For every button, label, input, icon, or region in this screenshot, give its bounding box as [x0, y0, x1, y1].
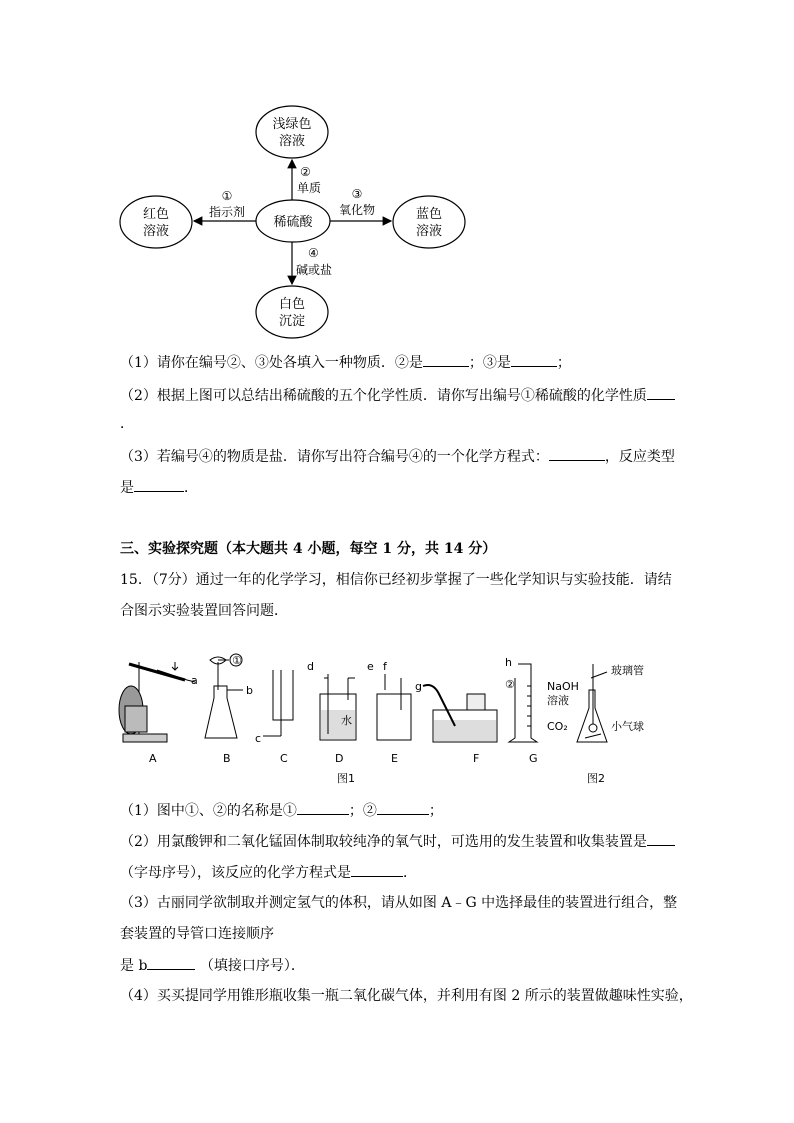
q15-intro1: 15．（7分）通过一年的化学学习，相信你已经初步掌握了一些化学知识与实验技能．请结 — [120, 572, 672, 588]
q14-line4 — [120, 477, 198, 498]
q14-4-text-b: ． — [184, 480, 198, 496]
q14-3-text-a: （3）若编号④的物质是盐．请你写出符合编号④的一个化学方程式： — [120, 449, 549, 465]
apparatus-E — [377, 674, 411, 740]
answer-blank[interactable] — [647, 831, 675, 846]
answer-blank[interactable] — [377, 800, 429, 815]
node-left-line1: 红色 — [142, 207, 170, 222]
co2-label: CO₂ — [547, 720, 568, 733]
label-E: E — [391, 752, 398, 765]
node-top — [256, 106, 328, 158]
q15-p4: （4）买买提同学用锥形瓶收集一瓶二氧化碳气体，并利用有图 2 所示的装置做趣味性实验， — [120, 988, 693, 1004]
answer-blank[interactable] — [297, 800, 349, 815]
node-right-line2: 溶液 — [415, 224, 443, 239]
answer-blank[interactable] — [423, 352, 469, 367]
q15-3-text-a: 是 b — [120, 958, 148, 974]
reaction-diagram — [0, 0, 794, 345]
edge-left-label: 指示剂 — [208, 205, 246, 219]
port-g: g — [415, 680, 422, 693]
node-right — [393, 196, 465, 248]
q15-1-text-a: （1）图中①、②的名称是① — [120, 803, 297, 819]
label-G: G — [529, 752, 538, 765]
glass-tube-label: 玻璃管 — [611, 664, 644, 677]
apparatus-G — [509, 664, 537, 742]
label-B: B — [223, 752, 231, 765]
answer-blank[interactable] — [647, 385, 675, 400]
q14-3-text-b: ，反应类型 — [604, 449, 675, 465]
edge-bottom-num: ④ — [308, 246, 319, 260]
answer-blank[interactable] — [134, 477, 184, 492]
answer-blank[interactable] — [147, 955, 195, 970]
node-bottom — [256, 286, 328, 338]
marker-1: ① — [232, 654, 242, 667]
node-bottom-line2: 沉淀 — [278, 314, 306, 329]
balloon-label: 小气球 — [611, 720, 644, 733]
q14-line2-end — [120, 414, 134, 434]
port-e: e — [367, 660, 374, 673]
naoh-solution-label: 溶液 — [547, 694, 569, 707]
edge-bottom-label: 碱或盐 — [296, 263, 333, 277]
water-label: 水 — [341, 714, 352, 727]
label-C: C — [280, 752, 288, 765]
port-f: f — [383, 660, 387, 673]
q14-line1 — [120, 352, 571, 373]
q15-p3-line2: 套装置的导管口连接顺序 — [120, 926, 274, 942]
node-center-label: 稀硫酸 — [273, 215, 313, 230]
q15-1-text-b: ；② — [348, 803, 377, 819]
figure-2-caption: 图2 — [587, 772, 605, 785]
port-b: b — [246, 684, 253, 697]
label-D: D — [335, 752, 344, 765]
section3-heading: 三、实验探究题（本大题共 4 小题，每空 1 分，共 14 分） — [120, 541, 497, 557]
port-c: c — [255, 732, 262, 745]
node-left-line2: 溶液 — [142, 224, 170, 239]
answer-blank[interactable] — [549, 446, 605, 461]
node-right-line1: 蓝色 — [415, 207, 443, 222]
apparatus-F — [423, 685, 497, 742]
q14-line2 — [120, 385, 675, 406]
port-d: d — [307, 660, 314, 673]
label-A: A — [149, 752, 157, 765]
edge-right-label: 氧化物 — [338, 203, 376, 217]
q14-line3 — [120, 446, 675, 467]
answer-blank[interactable] — [351, 862, 403, 877]
q14-2-text: （2）根据上图可以总结出稀硫酸的五个化学性质．请你写出编号①稀硫酸的化学性质 — [120, 388, 647, 404]
figure-2-apparatus — [577, 664, 607, 742]
q15-2-text-a: （2）用氯酸钾和二氧化锰固体制取较纯净的氧气时，可选用的发生装置和收集装置是 — [120, 834, 647, 850]
q15-p3-line1: （3）古丽同学欲制取并测定氢气的体积，请从如图 A﹣G 中选择最佳的装置进行组合，整 — [120, 895, 678, 911]
q15-1-text-c: ； — [428, 803, 443, 819]
figure-1-caption: 图1 — [337, 772, 355, 785]
apparatus-D — [320, 674, 356, 740]
label-F: F — [473, 752, 480, 765]
q15-intro2: 合图示实验装置回答问题． — [120, 603, 288, 619]
apparatus-figure — [115, 650, 675, 790]
q14-1-text-c: ； — [556, 355, 571, 371]
q15-p2-line2 — [120, 862, 417, 883]
node-top-line1: 浅绿色 — [272, 117, 312, 132]
marker-2: ② — [505, 678, 515, 691]
port-h: h — [505, 656, 512, 669]
port-a: a — [191, 674, 198, 687]
edge-top-num: ② — [300, 165, 311, 179]
edge-top-label: 单质 — [297, 181, 322, 195]
q14-4-text-a: 是 — [120, 480, 134, 496]
node-left — [120, 196, 192, 248]
q14-1-text-a: （1）请你在编号②、③处各填入一种物质．②是 — [120, 355, 423, 371]
apparatus-A — [119, 662, 195, 742]
answer-blank[interactable] — [511, 352, 557, 367]
node-top-line2: 溶液 — [278, 134, 306, 149]
q14-2-end: ． — [120, 416, 134, 432]
naoh-label: NaOH — [547, 680, 579, 693]
q15-3-text-b: （填接口序号）． — [199, 958, 305, 974]
q14-1-text-b: ；③是 — [468, 355, 511, 371]
q15-p1 — [120, 800, 443, 821]
q15-p2-line1 — [120, 831, 675, 852]
q15-p3-line3 — [120, 955, 305, 976]
q15-2-text-c: ． — [403, 865, 417, 881]
apparatus-C — [263, 670, 293, 736]
edge-right-num: ③ — [351, 187, 363, 201]
node-bottom-line1: 白色 — [278, 297, 306, 312]
edge-left-num: ① — [221, 189, 233, 203]
q15-2-text-b: （字母序号），该反应的化学方程式是 — [120, 865, 351, 881]
